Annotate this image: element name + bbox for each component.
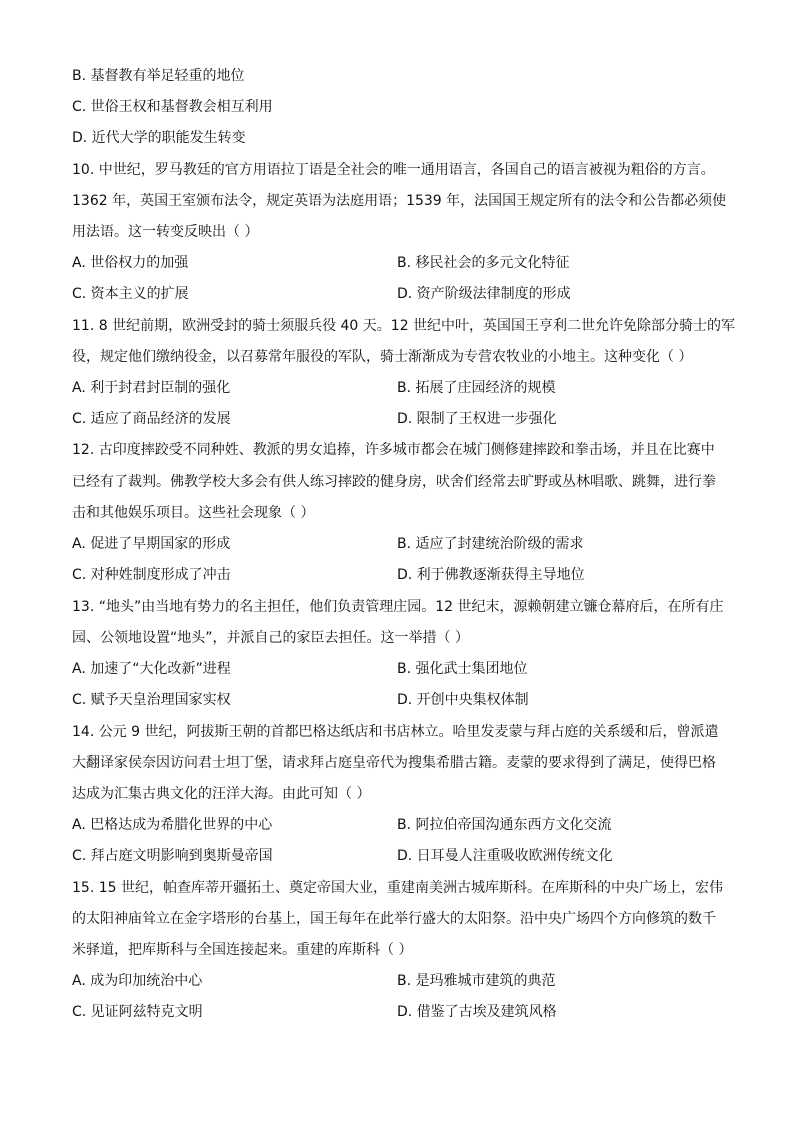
q10-option-c: C. 资本主义的扩展 xyxy=(72,286,189,302)
q14-stem-line-1: 14. 公元 9 世纪，阿拔斯王朝的首都巴格达纸店和书店林立。哈里发麦蒙与拜占庭的关系缓和后，曾派遣 xyxy=(72,724,719,740)
q11-option-b: B. 拓展了庄园经济的规模 xyxy=(397,380,556,396)
q14-option-b: B. 阿拉伯帝国沟通东西方文化交流 xyxy=(397,817,612,833)
q9-option-b: B. 基督教有举足轻重的地位 xyxy=(72,68,245,84)
q10-stem-line-1: 10. 中世纪，罗马教廷的官方用语拉丁语是全社会的唯一通用语言，各国自己的语言被视为粗俗的方言。 xyxy=(72,162,715,178)
q14-option-d: D. 日耳曼人注重吸收欧洲传统文化 xyxy=(397,848,613,864)
q15-option-c: C. 见证阿兹特克文明 xyxy=(72,1004,203,1020)
q14-option-c: C. 拜占庭文明影响到奥斯曼帝国 xyxy=(72,848,273,864)
q12-stem-line-3: 击和其他娱乐项目。这些社会现象（ ） xyxy=(72,505,315,521)
q12-stem-line-2: 已经有了裁判。佛教学校大多会有供人练习摔跤的健身房，吠舍们经常去旷野或丛林唱歌、跳舞，进行拳 xyxy=(72,474,716,490)
q15-stem-line-3: 米驿道，把库斯科与全国连接起来。重建的库斯科（ ） xyxy=(72,942,413,958)
q9-option-c: C. 世俗王权和基督教会相互利用 xyxy=(72,99,273,115)
q14-option-a: A. 巴格达成为希腊化世界的中心 xyxy=(72,817,273,833)
q14-stem-line-2: 大翻译家侯奈因访问君士坦丁堡，请求拜占庭皇帝代为搜集希腊古籍。麦蒙的要求得到了满足，使得巴格 xyxy=(72,755,716,771)
q10-stem-line-2: 1362 年，英国王室颁布法令，规定英语为法庭用语；1539 年，法国国王规定所有的法令和公告都必须使 xyxy=(72,193,727,209)
q10-stem-line-3: 用法语。这一转变反映出（ ） xyxy=(72,224,259,240)
q10-option-b: B. 移民社会的多元文化特征 xyxy=(397,255,570,271)
q12-option-d: D. 利于佛教逐渐获得主导地位 xyxy=(397,567,585,583)
q11-option-c: C. 适应了商品经济的发展 xyxy=(72,411,231,427)
q14-stem-line-3: 达成为汇集古典文化的汪洋大海。由此可知（ ） xyxy=(72,786,371,802)
q11-stem-line-1: 11. 8 世纪前期，欧洲受封的骑士须服兵役 40 天。12 世纪中叶，英国国王亨利二世允许免除部分骑士的军 xyxy=(72,318,736,334)
q15-stem-line-1: 15. 15 世纪，帕查库蒂开疆拓土、奠定帝国大业，重建南美洲古城库斯科。在库斯科的中央广场上，宏伟 xyxy=(72,880,723,896)
q11-option-d: D. 限制了王权进一步强化 xyxy=(397,411,557,427)
q15-option-a: A. 成为印加统治中心 xyxy=(72,973,203,989)
q15-option-b: B. 是玛雅城市建筑的典范 xyxy=(397,973,556,989)
q15-option-d: D. 借鉴了古埃及建筑风格 xyxy=(397,1004,557,1020)
q12-stem-line-1: 12. 古印度摔跤受不同种姓、教派的男女追捧，许多城市都会在城门侧修建摔跤和拳击场，并且在比赛中 xyxy=(72,442,715,458)
q10-option-d: D. 资产阶级法律制度的形成 xyxy=(397,286,571,302)
q13-option-a: A. 加速了“大化改新”进程 xyxy=(72,661,231,677)
q15-stem-line-2: 的太阳神庙耸立在金字塔形的台基上，国王每年在此举行盛大的太阳祭。沿中央广场四个方向修筑的数千 xyxy=(72,911,716,927)
q13-option-d: D. 开创中央集权体制 xyxy=(397,692,529,708)
q9-option-d: D. 近代大学的职能发生转变 xyxy=(72,130,246,146)
q12-option-a: A. 促进了早期国家的形成 xyxy=(72,536,231,552)
q13-option-c: C. 赋予天皇治理国家实权 xyxy=(72,692,231,708)
q13-stem-line-1: 13. “地头”由当地有势力的名主担任，他们负责管理庄园。12 世纪末，源赖朝建立镰仓幕府后，在所有庄 xyxy=(72,599,724,615)
q11-stem-line-2: 役，规定他们缴纳役金，以召募常年服役的军队，骑士渐渐成为专营农牧业的小地主。这种变化（ ） xyxy=(72,349,693,365)
q12-option-b: B. 适应了封建统治阶级的需求 xyxy=(397,536,584,552)
q10-option-a: A. 世俗权力的加强 xyxy=(72,255,189,271)
q13-stem-line-2: 园、公领地设置“地头”，并派自己的家臣去担任。这一举措（ ） xyxy=(72,630,469,646)
q11-option-a: A. 利于封君封臣制的强化 xyxy=(72,380,231,396)
q12-option-c: C. 对种姓制度形成了冲击 xyxy=(72,567,231,583)
q13-option-b: B. 强化武士集团地位 xyxy=(397,661,528,677)
